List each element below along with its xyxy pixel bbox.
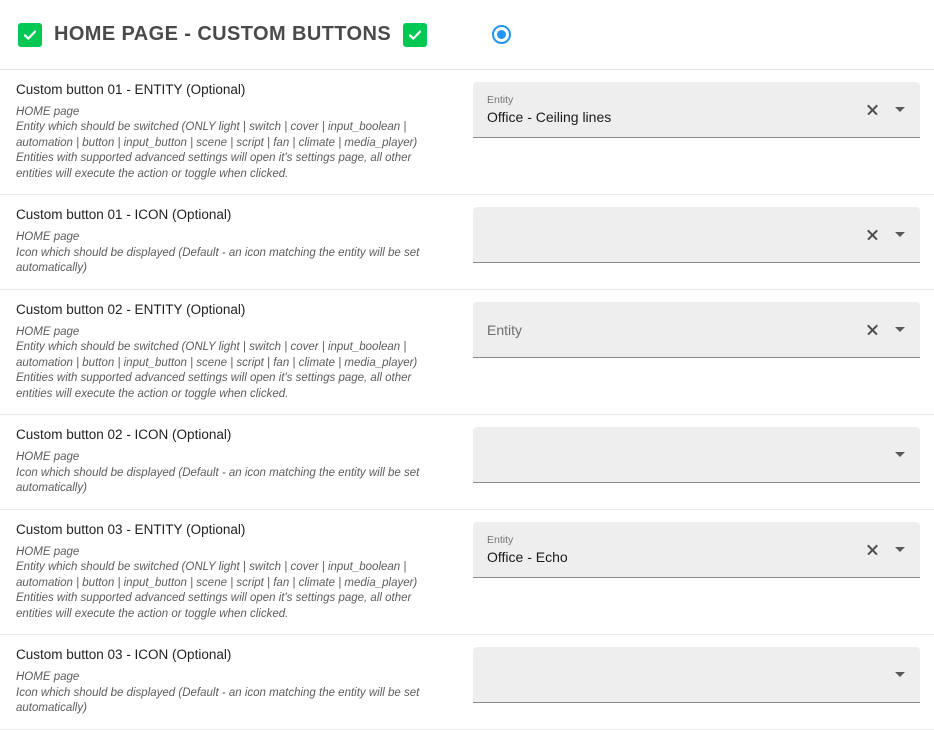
field-text [487,301,856,358]
row-label: Custom button 03 - ICON (Optional) [16,647,232,663]
desc-line-2: Entity which should be switched (ONLY light | switch | cover | input_boolean | automation | button | input_button | scene | script | fan | climate | media_player) [16,561,418,589]
page-header [0,0,934,70]
row-description-area [0,70,473,194]
row-label: Custom button 02 - ENTITY (Optional) [16,301,246,317]
desc-line-2: Entity which should be switched (ONLY light | switch | cover | input_boolean | automation | button | input_button | scene | script | fan | climate | media_player) [16,341,418,369]
field-value: Office - Ceiling lines [487,109,612,126]
field-icons [856,321,908,337]
row-control-area [473,290,934,370]
clear-x-icon[interactable] [864,321,880,337]
row-custom-button-02-icon [0,415,934,509]
icon-select-02[interactable] [473,427,920,483]
chevron-down-icon[interactable] [892,227,908,243]
chevron-down-icon[interactable] [892,102,908,118]
field-text [487,521,856,578]
radio-outer [492,25,511,44]
row-description [16,230,449,277]
chevron-down-icon[interactable] [892,541,908,557]
settings-rows [0,70,934,730]
field-placeholder: Entity [487,321,523,338]
field-icons [884,447,908,463]
radio-selected-icon[interactable] [492,25,511,44]
row-description [16,325,449,403]
entity-select-03[interactable] [473,522,920,578]
desc-line-2: Icon which should be displayed (Default - an icon matching the entity will be set automatically) [16,686,423,715]
field-icons [856,227,908,243]
row-description-area [0,195,473,288]
row-description [16,105,449,183]
desc-line-2: Icon which should be displayed (Default - an icon matching the entity will be set automatically) [16,246,423,275]
field-text [487,81,856,138]
field-text [487,646,884,703]
field-text [487,206,856,263]
row-control-area [473,70,934,150]
row-label: Custom button 02 - ICON (Optional) [16,427,232,443]
field-value: Office - Echo [487,549,568,566]
entity-select-02[interactable] [473,302,920,358]
row-description-area [0,510,473,634]
clear-x-icon[interactable] [864,102,880,118]
row-control-area [473,510,934,590]
row-description-area [0,415,473,508]
icon-select-03[interactable] [473,647,920,703]
desc-line-3: Entities with supported advanced settings will open it's settings page, all other entities will execute the action or toggle when clicked. [16,372,415,400]
row-control-area [473,195,934,275]
row-custom-button-03-icon [0,635,934,729]
field-icons [884,667,908,683]
row-description [16,545,449,623]
desc-line-2: Icon which should be displayed (Default - an icon matching the entity will be set automatically) [16,466,423,495]
desc-line-3: Entities with supported advanced settings will open it's settings page, all other entities will execute the action or toggle when clicked. [16,152,415,180]
desc-line-2: Entity which should be switched (ONLY light | switch | cover | input_boolean | automation | button | input_button | scene | script | fan | climate | media_player) [16,121,418,149]
chevron-down-icon[interactable] [892,447,908,463]
check-icon-right[interactable] [403,23,427,47]
row-label: Custom button 03 - ENTITY (Optional) [16,521,246,537]
desc-line-3: Entities with supported advanced settings will open it's settings page, all other entities will execute the action or toggle when clicked. [16,592,415,620]
row-custom-button-01-icon [0,195,934,289]
clear-x-icon[interactable] [864,541,880,557]
page-title: HOME PAGE - CUSTOM BUTTONS [54,23,392,45]
row-control-area [473,635,934,715]
desc-line-1: HOME page [16,451,80,464]
chevron-down-icon[interactable] [892,667,908,683]
row-custom-button-02-entity [0,290,934,415]
clear-x-icon[interactable] [864,227,880,243]
field-text [487,426,884,483]
row-description-area [0,635,473,728]
row-control-area [473,415,934,495]
row-label: Custom button 01 - ENTITY (Optional) [16,82,246,97]
desc-line-1: HOME page [16,671,80,684]
radio-inner [497,30,506,39]
row-label: Custom button 01 - ICON (Optional) [16,207,232,223]
row-custom-button-01-entity [0,70,934,195]
icon-select-01[interactable] [473,207,920,263]
desc-line-1: HOME page [16,231,80,244]
field-icons [856,102,908,118]
field-mini-label: Entity [487,93,514,106]
field-mini-label: Entity [487,533,514,546]
row-custom-button-03-entity [0,510,934,635]
row-description-area [0,290,473,414]
row-description [16,450,449,497]
entity-select-01[interactable] [473,82,920,138]
check-icon-left[interactable] [18,23,42,47]
desc-line-1: HOME page [16,105,80,118]
field-icons [856,541,908,557]
row-description [16,670,449,717]
desc-line-1: HOME page [16,325,80,338]
chevron-down-icon[interactable] [892,321,908,337]
desc-line-1: HOME page [16,545,80,558]
